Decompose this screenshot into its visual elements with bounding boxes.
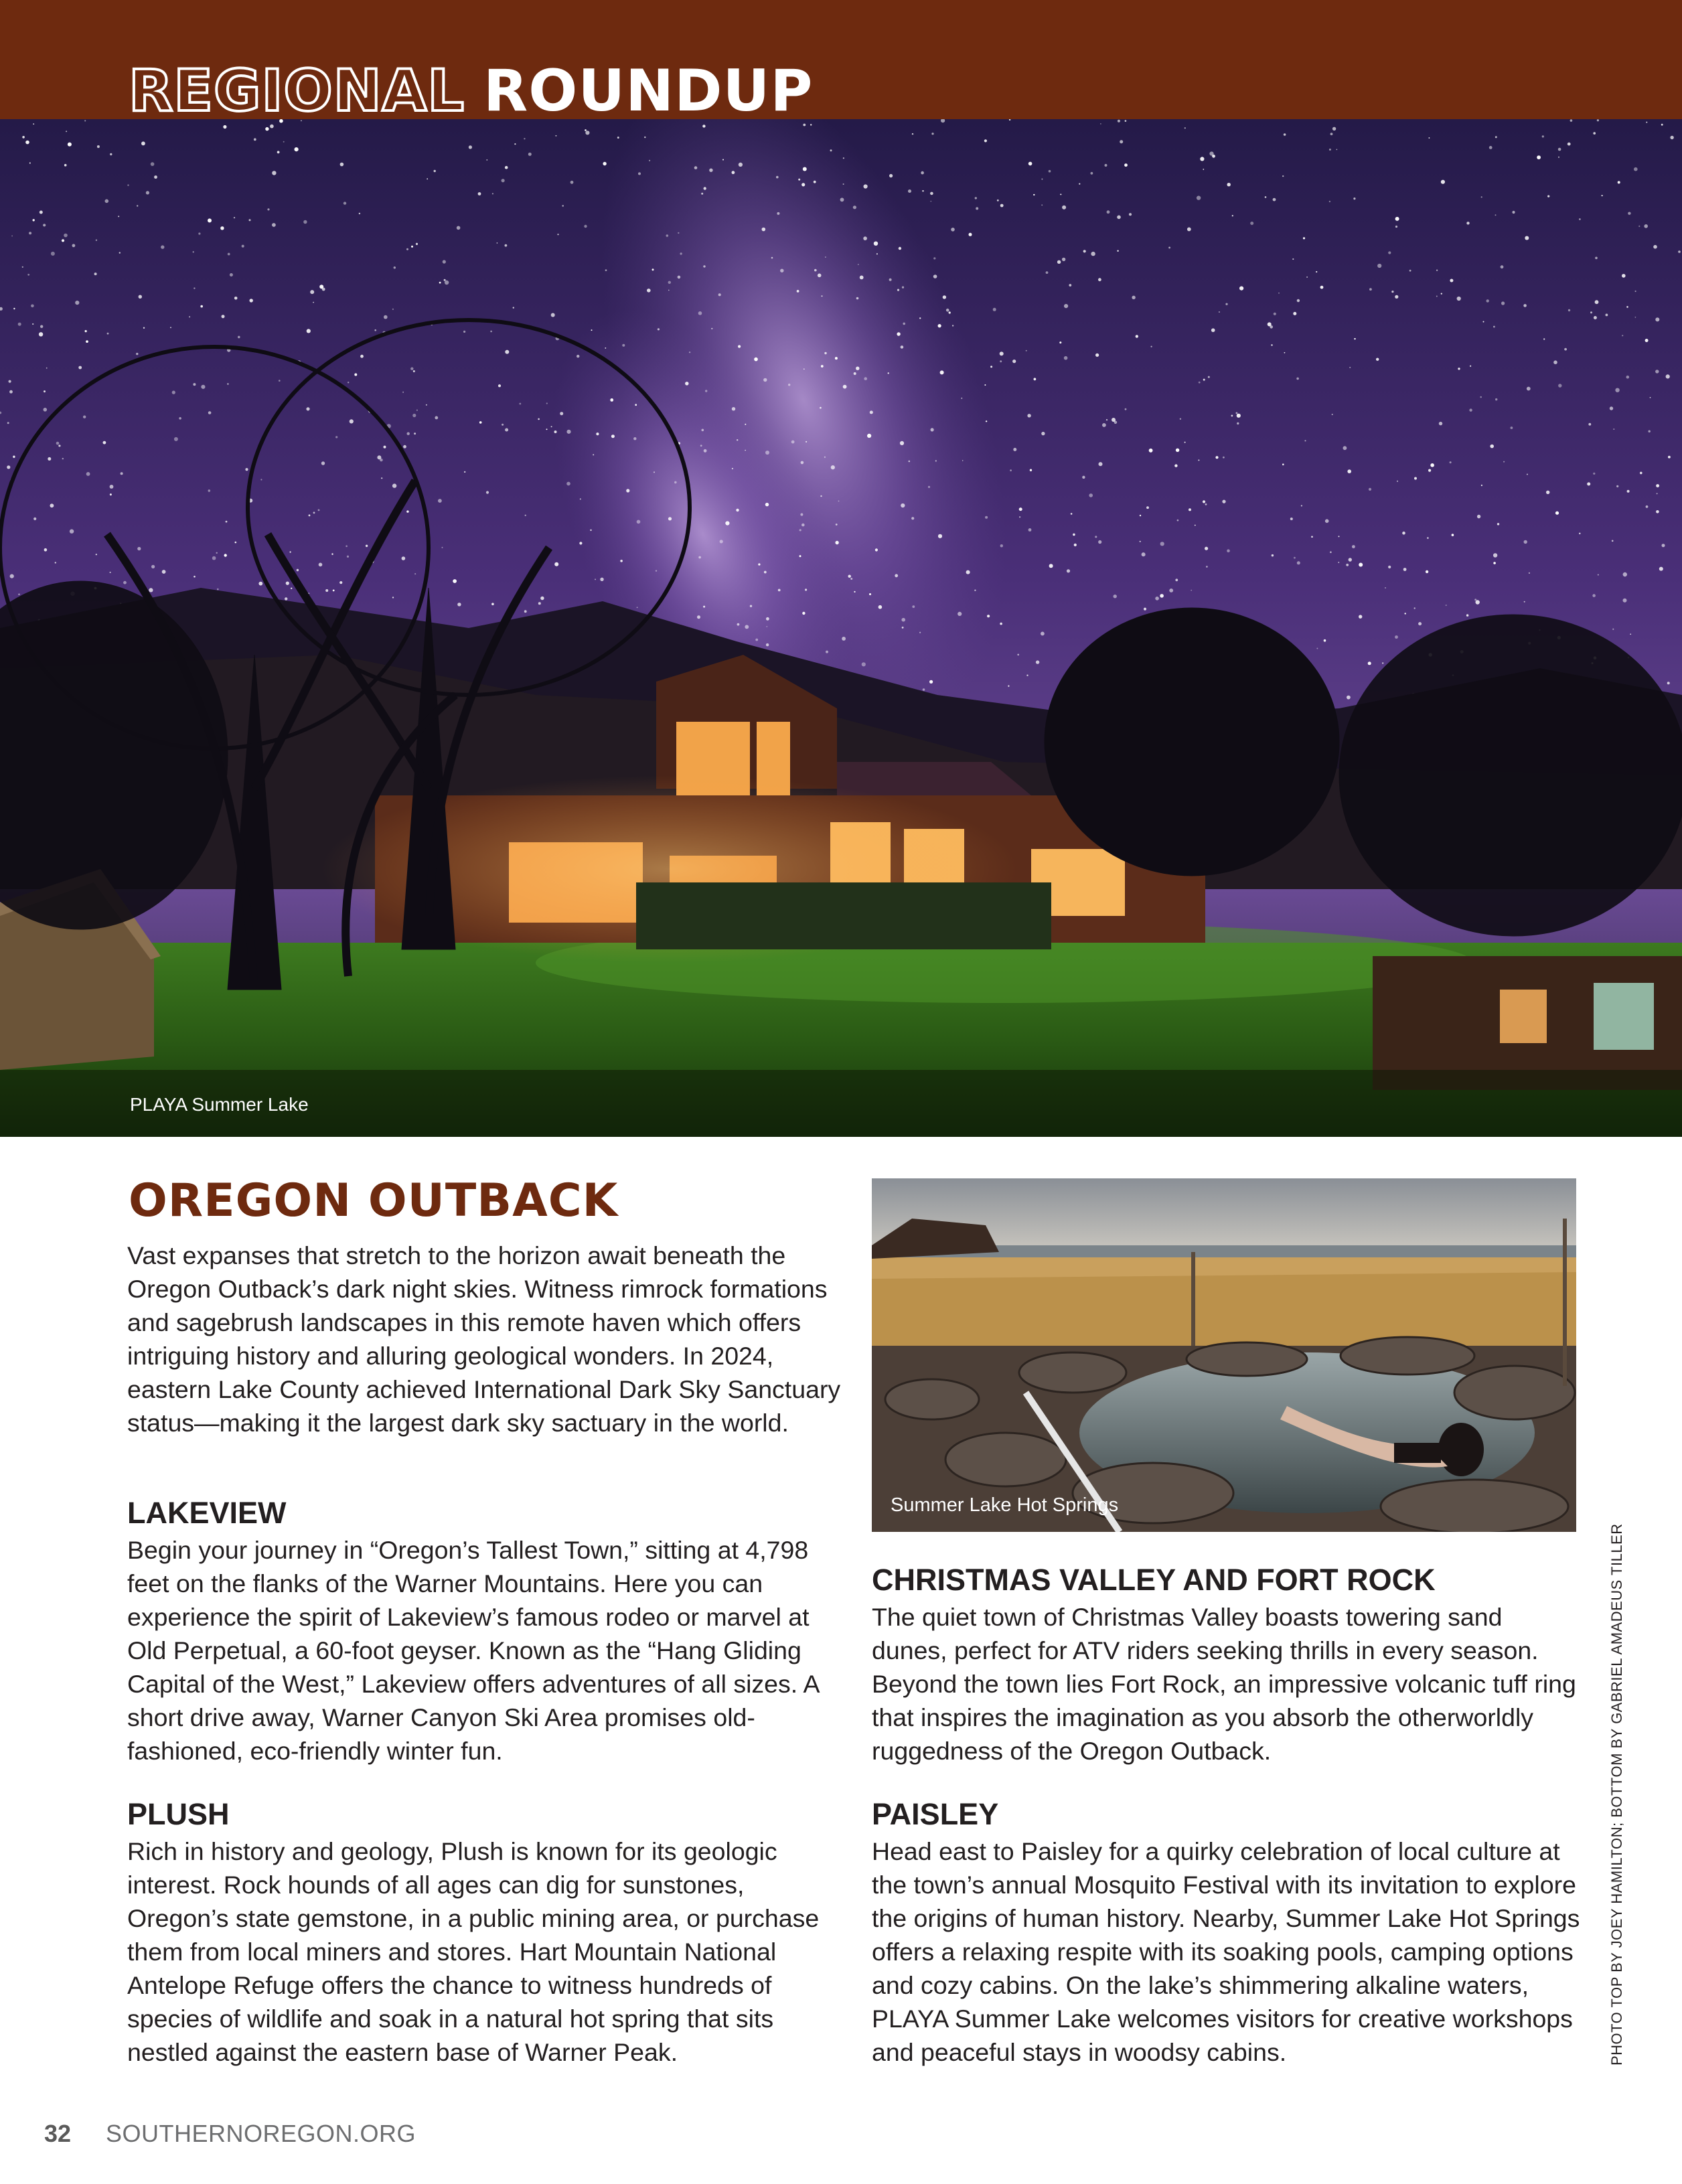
subhead-plush: PLUSH bbox=[127, 1797, 230, 1831]
article-title: OREGON OUTBACK bbox=[129, 1174, 619, 1227]
hero-caption: PLAYA Summer Lake bbox=[130, 1094, 309, 1115]
section-title-solid: ROUNDUP bbox=[483, 58, 814, 125]
intro-paragraph: Vast expanses that stretch to the horizon await beneath the Oregon Outback’s dark night skies. Witness rimrock formations and sagebrush landscapes in this remote haven which offers intriguing history and alluring geological wonders. In 2024, eastern Lake County achieved International Dark Sky Sanctuary status—making it the largest dark sky sactuary in the world. bbox=[127, 1241, 841, 1437]
hero-photo bbox=[0, 119, 1682, 1137]
paragraph-paisley: Head east to Paisley for a quirky celebration of local culture at the town’s annual Mosquito Festival with its invitation to explore the origins of human history. Nearby, Summer Lake Hot Springs offers a relaxing respite with its soaking pools, camping options and cozy cabins. On the lake’s shimmering alkaline waters, PLAYA Summer Lake welcomes visitors for creative workshops and peaceful stays in woodsy cabins. bbox=[872, 1837, 1580, 2066]
subhead-paisley: PAISLEY bbox=[872, 1797, 999, 1831]
paragraph-christmas-valley: The quiet town of Christmas Valley boasts towering sand dunes, perfect for ATV riders seeking thrills in every season. Beyond the town lies Fort Rock, an impressive volcanic tuff ring that inspires the imagination as you absorb the otherworldly ruggedness of the Oregon Outback. bbox=[872, 1603, 1576, 1765]
section-title bbox=[129, 59, 813, 123]
paragraph-plush: Rich in history and geology, Plush is known for its geologic interest. Rock hounds of all ages can dig for sunstones, Oregon’s state gemstone, in a public mining area, or purchase them from local miners and stores. Hart Mountain National Antelope Refuge offers the chance to witness hundreds of species of wildlife and soak in a natural hot spring that sits nestled against the eastern base of Warner Peak. bbox=[127, 1837, 820, 2066]
inset-caption: Summer Lake Hot Springs bbox=[891, 1494, 1119, 1516]
section-title-outline: REGIONAL bbox=[129, 58, 465, 125]
page-number: 32 bbox=[44, 2120, 72, 2147]
subhead-christmas-valley: CHRISTMAS VALLEY AND FORT ROCK bbox=[872, 1563, 1436, 1597]
hero-illustration bbox=[0, 119, 1682, 1137]
site-url: SOUTHERNOREGON.ORG bbox=[106, 2120, 416, 2147]
paragraph-lakeview: Begin your journey in “Oregon’s Tallest Town,” sitting at 4,798 feet on the flanks of the Warner Mountains. Here you can experience the spirit of Lakeview’s famous rodeo or marvel at Old Perpetual, a 60-foot geyser. Known as the “Hang Gliding Capital of the West,” Lakeview offers adventures of all sizes. A short drive away, Warner Canyon Ski Area promises old-fashioned, eco-friendly winter fun. bbox=[127, 1536, 819, 1765]
photo-credit: PHOTO TOP BY JOEY HAMILTON; BOTTOM BY GABRIEL AMADEUS TILLER bbox=[1608, 1523, 1625, 2065]
inset-illustration bbox=[872, 1178, 1576, 1532]
inset-photo bbox=[872, 1178, 1576, 1532]
subhead-lakeview: LAKEVIEW bbox=[127, 1496, 287, 1530]
